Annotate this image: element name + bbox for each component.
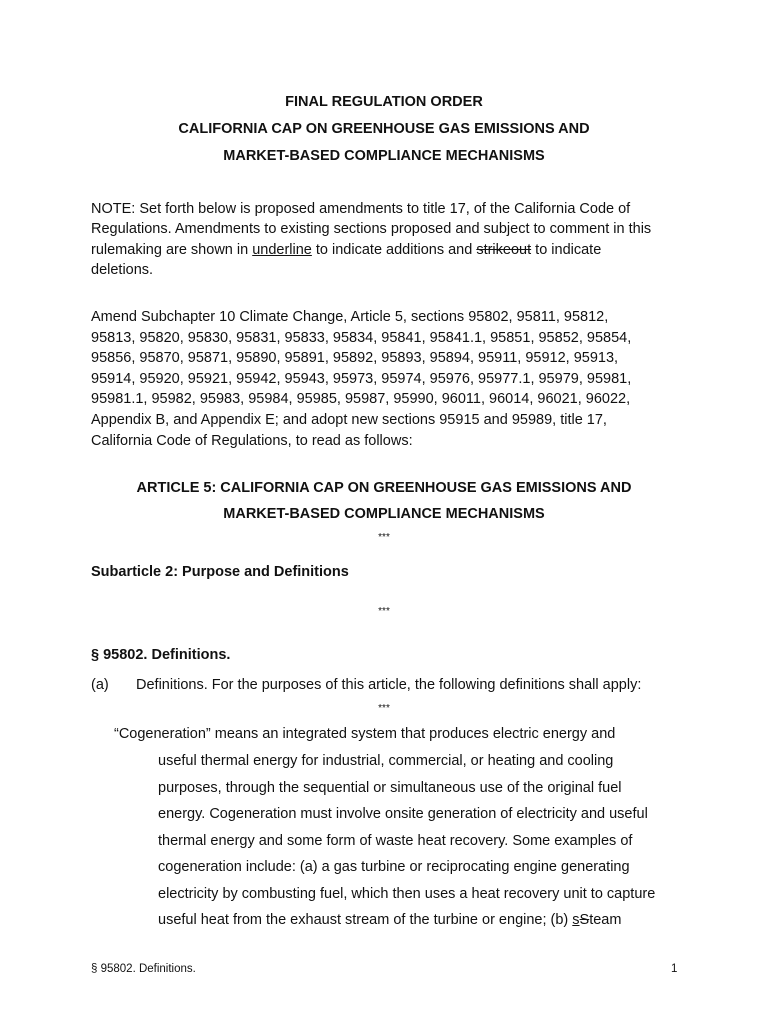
amend-line-5: 95981.1, 95982, 95983, 95984, 95985, 95987, 95990, 96011, 96014, 96021, 96022, xyxy=(91,391,631,407)
definition-line-2: useful thermal energy for industrial, commercial, or heating and cooling xyxy=(158,753,614,769)
note-line-1: NOTE: Set forth below is proposed amendments to title 17, of the California Code of xyxy=(91,201,631,217)
footer-page-number: 1 xyxy=(671,963,678,975)
subarticle-heading: Subarticle 2: Purpose and Definitions xyxy=(91,564,349,580)
definition-line-7: electricity by combusting fuel, which then uses a heat recovery unit to capture xyxy=(158,886,656,902)
amend-line-3: 95856, 95870, 95871, 95890, 95891, 95892, 95893, 95894, 95911, 95912, 95913, xyxy=(91,350,619,366)
amend-line-6: Appendix B, and Appendix E; and adopt new sections 95915 and 95989, title 17, xyxy=(91,412,607,428)
item-label: (a) xyxy=(91,677,109,693)
definition-line-3: purposes, through the sequential or simultaneous use of the original fuel xyxy=(158,780,622,796)
note-line-3 xyxy=(91,242,601,258)
definition-line-8-text-a: useful heat from the exhaust stream of the turbine or engine; (b) xyxy=(158,912,573,928)
amend-line-7: California Code of Regulations, to read as follows: xyxy=(91,433,413,449)
note-line-3-text-c: to indicate xyxy=(531,242,602,258)
definition-deletion: S xyxy=(579,912,590,928)
definition-line-4: energy. Cogeneration must involve onsite generation of electricity and useful xyxy=(158,806,648,822)
definition-line-8 xyxy=(158,912,621,928)
title-line-2: CALIFORNIA CAP ON GREENHOUSE GAS EMISSIONS AND xyxy=(178,121,590,137)
item-text: Definitions. For the purposes of this article, the following definitions shall apply: xyxy=(136,677,642,693)
section-stars: *** xyxy=(378,703,390,714)
strikeout-example: strikeout xyxy=(476,242,532,258)
footer-section-label: § 95802. Definitions. xyxy=(91,963,196,975)
note-line-4: deletions. xyxy=(91,262,154,278)
amend-line-2: 95813, 95820, 95830, 95831, 95833, 95834, 95841, 95841.1, 95851, 95852, 95854, xyxy=(91,330,632,346)
note-line-2: Regulations. Amendments to existing sections proposed and subject to comment in this xyxy=(91,221,652,237)
article-heading-line-1: ARTICLE 5: CALIFORNIA CAP ON GREENHOUSE GAS EMISSIONS AND xyxy=(136,480,632,496)
note-line-3-text-a: rulemaking are shown in xyxy=(91,242,253,258)
amend-line-1: Amend Subchapter 10 Climate Change, Article 5, sections 95802, 95811, 95812, xyxy=(91,309,609,325)
definition-insertion: s xyxy=(572,912,580,928)
definition-line-8-text-b: team xyxy=(589,912,622,928)
subarticle-stars: *** xyxy=(378,606,390,617)
title-line-1: FINAL REGULATION ORDER xyxy=(285,94,483,110)
definition-line-5: thermal energy and some form of waste heat recovery. Some examples of xyxy=(158,833,633,849)
note-line-3-text-b: to indicate additions and xyxy=(311,242,477,258)
definition-line-1: “Cogeneration” means an integrated system that produces electric energy and xyxy=(114,726,616,742)
definition-line-6: cogeneration include: (a) a gas turbine or reciprocating engine generating xyxy=(158,859,630,875)
amend-line-4: 95914, 95920, 95921, 95942, 95943, 95973, 95974, 95976, 95977.1, 95979, 95981, xyxy=(91,371,632,387)
article-stars: *** xyxy=(378,532,390,543)
title-line-3: MARKET-BASED COMPLIANCE MECHANISMS xyxy=(223,148,545,164)
underline-example: underline xyxy=(252,242,312,258)
article-heading-line-2: MARKET-BASED COMPLIANCE MECHANISMS xyxy=(223,506,545,522)
section-heading: § 95802. Definitions. xyxy=(91,647,231,663)
